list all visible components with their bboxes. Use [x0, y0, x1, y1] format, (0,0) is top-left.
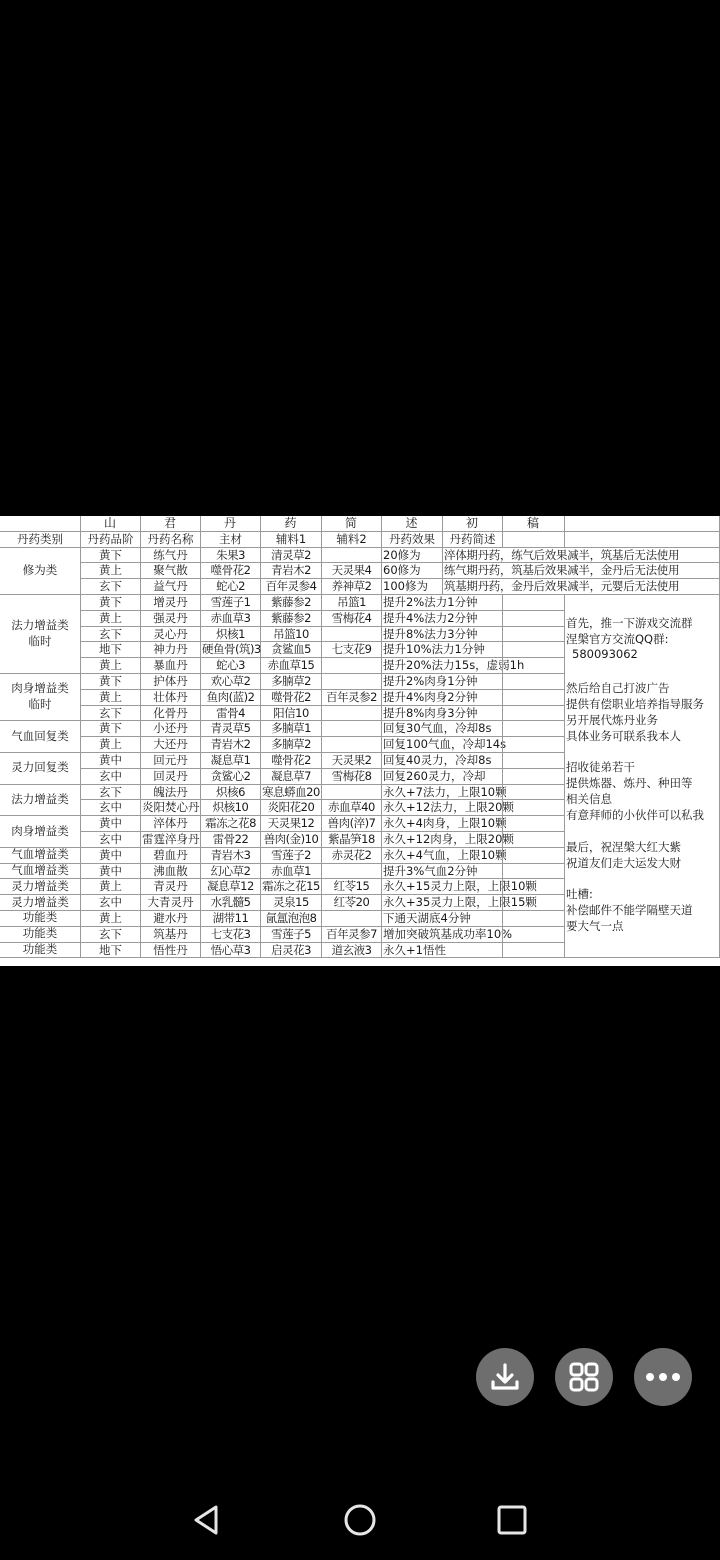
aux1-cell: 多腩草1 [261, 721, 322, 737]
category-label: 法力增益类 [11, 618, 69, 633]
aux2-cell: 红苓20 [322, 895, 382, 911]
aux2-cell: 道玄液3 [322, 943, 382, 959]
column-header: 丹药品阶 [81, 532, 141, 548]
pill-name-cell: 魄法丹 [141, 785, 201, 801]
pill-name-cell: 回元丹 [141, 753, 201, 769]
back-triangle-icon [191, 1504, 221, 1536]
empty-cell [443, 642, 503, 658]
pill-name-cell: 沸血散 [141, 864, 201, 880]
empty-cell [443, 721, 503, 737]
aux1-cell: 炎阳花20 [261, 800, 322, 816]
sheet-title-char: 稿 [503, 516, 565, 532]
home-circle-icon [343, 1503, 377, 1537]
grade-cell: 玄中 [81, 800, 141, 816]
more-button[interactable] [634, 1348, 692, 1406]
pill-name-cell: 悟性丹 [141, 943, 201, 959]
description-cell: 筑基期丹药，金丹后效果减半，元婴后无法使用 [443, 579, 720, 595]
aux1-cell: 赤血草15 [261, 658, 322, 674]
category-cell [0, 548, 81, 595]
main-material-cell: 青灵草5 [201, 721, 261, 737]
side-note-line: 相关信息 [566, 792, 612, 806]
grade-cell: 玄下 [81, 785, 141, 801]
main-material-cell: 幻心草2 [201, 864, 261, 880]
grade-cell: 玄下 [81, 627, 141, 643]
side-note-line: 然后给自己打波广告 [566, 681, 670, 695]
sheet-title-char: 简 [322, 516, 382, 532]
description-cell: 淬体期丹药，练气后效果减半，筑基后无法使用 [443, 548, 720, 564]
aux2-cell: 赤血草40 [322, 800, 382, 816]
grade-cell: 黄中 [81, 816, 141, 832]
recents-square-icon [497, 1505, 527, 1535]
sheet-title-char: 初 [443, 516, 503, 532]
column-header: 辅料1 [261, 532, 322, 548]
empty-cell [443, 737, 503, 753]
aux1-cell: 雪莲子5 [261, 927, 322, 943]
empty-cell [503, 690, 565, 706]
home-button[interactable] [338, 1498, 382, 1542]
main-material-cell: 青岩木2 [201, 737, 261, 753]
sheet-title-char: 述 [382, 516, 443, 532]
main-material-cell: 硬鱼骨(筑)3 [202, 642, 261, 657]
empty-cell [443, 879, 503, 895]
main-material-cell: 炽核6 [201, 785, 261, 801]
empty-cell [503, 595, 565, 611]
effect-cell: 回复30气血，冷却8s [383, 721, 492, 736]
aux2-cell [322, 785, 382, 801]
column-header: 丹药效果 [382, 532, 443, 548]
effect-cell: 永久+35灵力上限，上限15颗 [383, 895, 537, 910]
empty-cell [503, 769, 565, 785]
grade-cell: 黄下 [81, 548, 141, 564]
effect-cell: 回复40灵力，冷却8s [383, 752, 492, 767]
main-material-cell: 噬骨花2 [201, 563, 261, 579]
sheet-title-char: 药 [261, 516, 322, 532]
category-cell [0, 879, 81, 895]
main-material-cell: 鱼肉(蓝)2 [201, 690, 261, 706]
empty-cell [503, 832, 565, 848]
pill-name-cell: 益气丹 [141, 579, 201, 595]
side-note-line: 提供炼器、炼丹、种田等 [566, 776, 693, 790]
main-material-cell: 蛇心3 [201, 658, 261, 674]
empty-cell [503, 864, 565, 880]
effect-cell: 永久+12肉身，上限20颗 [383, 831, 514, 846]
empty-cell [503, 611, 565, 627]
main-material-cell: 水乳髓5 [201, 895, 261, 911]
pill-name-cell: 灵心丹 [141, 627, 201, 643]
column-header: 丹药名称 [141, 532, 201, 548]
aux1-cell: 贪鲨血5 [261, 642, 322, 658]
main-material-cell: 蛇心2 [201, 579, 261, 595]
header-blank [503, 532, 565, 548]
grade-cell: 玄下 [81, 927, 141, 943]
empty-cell [443, 769, 503, 785]
empty-cell [503, 911, 565, 927]
title-cell-blank [0, 516, 81, 532]
column-header: 丹药简述 [443, 532, 503, 548]
category-cell [0, 674, 81, 721]
aux1-cell: 启灵花3 [261, 943, 322, 959]
pill-name-cell: 筑基丹 [141, 927, 201, 943]
aux2-cell: 吊篮1 [322, 595, 382, 611]
empty-cell [503, 785, 565, 801]
category-label: 灵力回复类 [11, 760, 69, 775]
main-material-cell: 青岩木3 [201, 848, 261, 864]
aux2-cell: 七支花9 [322, 642, 382, 658]
pill-name-cell: 神力丹 [141, 642, 201, 658]
sheet-title-char: 丹 [201, 516, 261, 532]
main-material-cell: 炽核10 [201, 800, 261, 816]
pill-name-cell: 小还丹 [141, 721, 201, 737]
grade-cell: 黄上 [81, 879, 141, 895]
main-material-cell: 炽核1 [201, 627, 261, 643]
side-note-line: 要大气一点 [566, 919, 624, 933]
header-blank [565, 532, 720, 548]
category-cell [0, 721, 81, 753]
main-material-cell: 赤血草3 [201, 611, 261, 627]
empty-cell [443, 832, 503, 848]
pill-name-cell: 避水丹 [141, 911, 201, 927]
aux1-cell: 灵泉15 [261, 895, 322, 911]
column-header: 主材 [201, 532, 261, 548]
empty-cell [503, 848, 565, 864]
side-note-line: 提供有偿职业培养指导服务 [566, 697, 704, 711]
aux1-cell: 多腩草2 [261, 674, 322, 690]
aux1-cell: 紫藤参2 [261, 595, 322, 611]
category-cell [0, 785, 81, 817]
effect-cell: 提升20%法力15s，虚弱1h [383, 658, 525, 673]
apps-button[interactable] [555, 1348, 613, 1406]
main-material-cell: 雷骨22 [201, 832, 261, 848]
empty-cell [503, 816, 565, 832]
aux2-cell: 百年灵参2 [322, 690, 382, 706]
main-material-cell: 朱果3 [201, 548, 261, 564]
category-cell [0, 753, 81, 785]
aux2-cell [322, 737, 382, 753]
side-note-line: 涅槃官方交流QQ群: [566, 632, 669, 646]
empty-cell [503, 895, 565, 911]
effect-cell: 20修为 [382, 548, 443, 564]
empty-cell [443, 611, 503, 627]
empty-cell [503, 753, 565, 769]
empty-cell [443, 943, 503, 959]
category-label: 气血回复类 [11, 728, 69, 743]
empty-cell [443, 595, 503, 611]
more-icon [645, 1372, 681, 1382]
category-cell [0, 595, 81, 674]
grid-icon [568, 1361, 600, 1393]
pill-name-cell: 练气丹 [141, 548, 201, 564]
empty-cell [443, 627, 503, 643]
category-label: 灵力增益类 [11, 894, 69, 909]
side-note-line: 有意拜师的小伙伴可以私我 [566, 808, 704, 822]
aux2-cell [322, 658, 382, 674]
aux1-cell: 吊篮10 [261, 627, 322, 643]
aux1-cell: 噬骨花2 [261, 753, 322, 769]
aux2-cell [322, 721, 382, 737]
pill-name-cell: 化骨丹 [141, 706, 201, 722]
aux1-cell: 兽肉(金)10 [261, 832, 322, 848]
empty-cell [503, 943, 565, 959]
aux1-cell: 噬骨花2 [261, 690, 322, 706]
category-label: 修为类 [22, 562, 58, 577]
aux2-cell: 天灵果4 [322, 563, 382, 579]
grade-cell: 黄下 [81, 595, 141, 611]
pill-name-cell: 碧血丹 [141, 848, 201, 864]
empty-cell [443, 706, 503, 722]
grade-cell: 黄下 [81, 674, 141, 690]
aux2-cell: 天灵果2 [322, 753, 382, 769]
sheet-title-char: 山 [81, 516, 141, 532]
category-label: 临时 [28, 633, 52, 648]
empty-cell [443, 674, 503, 690]
side-note-line: 580093062 [572, 647, 638, 661]
category-cell [0, 927, 81, 943]
download-button[interactable] [476, 1348, 534, 1406]
spreadsheet-image [0, 516, 720, 966]
aux2-cell: 红苓15 [322, 879, 382, 895]
main-material-cell: 凝息草1 [201, 753, 261, 769]
aux2-cell [322, 674, 382, 690]
category-label: 法力增益类 [11, 791, 69, 806]
effect-cell: 下通天湖底4分钟 [383, 910, 471, 925]
aux1-cell: 赤血草1 [261, 864, 322, 880]
effect-cell: 提升4%肉身2分钟 [383, 689, 478, 704]
effect-cell: 永久+7法力，上限10颗 [383, 784, 507, 799]
aux1-cell: 清灵草2 [261, 548, 322, 564]
side-note-line: 另开展代炼丹业务 [566, 713, 658, 727]
pill-name-cell: 聚气散 [141, 563, 201, 579]
grade-cell: 黄中 [81, 753, 141, 769]
effect-cell: 永久+4肉身，上限10颗 [383, 816, 507, 831]
pill-name-cell: 增灵丹 [141, 595, 201, 611]
main-material-cell: 贪鲨心2 [201, 769, 261, 785]
image-action-buttons [476, 1348, 696, 1408]
aux1-cell: 多腩草2 [261, 737, 322, 753]
effect-cell: 提升8%肉身3分钟 [383, 705, 478, 720]
empty-cell [443, 927, 503, 943]
aux1-cell: 雪莲子2 [261, 848, 322, 864]
category-label: 气血增益类 [11, 847, 69, 862]
grade-cell: 玄中 [81, 769, 141, 785]
effect-cell: 提升3%气血2分钟 [383, 863, 478, 878]
category-label: 肉身增益类 [11, 823, 69, 838]
category-label: 功能类 [22, 910, 58, 925]
empty-cell [503, 800, 565, 816]
empty-cell [503, 627, 565, 643]
side-note-line: 招收徒弟若干 [566, 760, 635, 774]
effect-cell: 提升2%法力1分钟 [383, 594, 478, 609]
grade-cell: 黄下 [81, 721, 141, 737]
effect-cell: 回复100气血，冷却14s [383, 737, 507, 752]
aux2-cell: 百年灵参7 [322, 927, 382, 943]
effect-cell: 增加突破筑基成功率10% [383, 926, 513, 941]
category-label: 肉身增益类 [11, 681, 69, 696]
description-cell: 练气期丹药，筑基后效果减半，金丹后无法使用 [443, 563, 720, 579]
back-button[interactable] [184, 1498, 228, 1542]
main-material-cell: 湖带11 [201, 911, 261, 927]
aux1-cell: 凝息草7 [261, 769, 322, 785]
category-cell [0, 864, 81, 880]
pill-name-cell: 护体丹 [141, 674, 201, 690]
column-header: 辅料2 [322, 532, 382, 548]
grade-cell: 黄中 [81, 848, 141, 864]
pill-name-cell: 雷霆淬身丹 [142, 831, 200, 846]
pill-name-cell: 炎阳焚心丹 [142, 800, 200, 815]
grade-cell: 地下 [81, 943, 141, 959]
main-material-cell: 雪莲子1 [201, 595, 261, 611]
sheet-title-char: 君 [141, 516, 201, 532]
category-cell [0, 911, 81, 927]
pill-name-cell: 回灵丹 [141, 769, 201, 785]
category-label: 临时 [28, 697, 52, 712]
empty-cell [503, 658, 565, 674]
aux2-cell [322, 911, 382, 927]
effect-cell: 提升10%法力1分钟 [383, 642, 485, 657]
empty-cell [443, 753, 503, 769]
main-material-cell: 雷骨4 [201, 706, 261, 722]
aux1-cell: 百年灵参4 [261, 579, 322, 595]
effect-cell: 提升4%法力2分钟 [383, 610, 478, 625]
aux2-cell: 养神草2 [322, 579, 382, 595]
side-note-line: 补偿邮件不能学隔壁天道 [566, 903, 693, 917]
effect-cell: 60修为 [382, 563, 443, 579]
empty-cell [503, 927, 565, 943]
grade-cell: 黄中 [81, 864, 141, 880]
grade-cell: 黄上 [81, 911, 141, 927]
empty-cell [503, 879, 565, 895]
grade-cell: 黄上 [81, 611, 141, 627]
pill-name-cell: 壮体丹 [141, 690, 201, 706]
column-header: 丹药类别 [0, 532, 81, 548]
empty-cell [443, 895, 503, 911]
title-cell-blank [565, 516, 720, 532]
pill-name-cell: 强灵丹 [141, 611, 201, 627]
aux2-cell [322, 706, 382, 722]
pill-name-cell: 青灵丹 [141, 879, 201, 895]
category-label: 气血增益类 [11, 863, 69, 878]
grade-cell: 黄上 [81, 563, 141, 579]
effect-cell: 永久+15灵力上限，上限10颗 [383, 879, 537, 894]
category-cell [0, 816, 81, 848]
grade-cell: 黄上 [81, 658, 141, 674]
empty-cell [503, 706, 565, 722]
pill-name-cell: 淬体丹 [141, 816, 201, 832]
empty-cell [443, 911, 503, 927]
aux2-cell: 兽肉(淬)7 [322, 816, 382, 832]
empty-cell [443, 785, 503, 801]
main-material-cell: 霜冻之花8 [201, 816, 261, 832]
grade-cell: 地下 [81, 642, 141, 658]
category-cell [0, 943, 81, 959]
aux2-cell: 雪梅花4 [322, 611, 382, 627]
grade-cell: 玄下 [81, 706, 141, 722]
main-material-cell: 欢心草2 [201, 674, 261, 690]
aux1-cell: 霜冻之花15 [261, 879, 322, 895]
empty-cell [503, 737, 565, 753]
effect-cell: 提升2%肉身1分钟 [383, 673, 478, 688]
empty-cell [503, 674, 565, 690]
side-note-line: 最后，祝涅槃大红大紫 [566, 840, 681, 854]
main-material-cell: 七支花3 [201, 927, 261, 943]
side-note-line: 首先，推一下游戏交流群 [566, 616, 693, 630]
system-navigation-bar [0, 1480, 720, 1560]
main-material-cell: 凝息草12 [201, 879, 261, 895]
side-note-line: 祝道友们走大运发大财 [566, 856, 681, 870]
grade-cell: 玄中 [81, 895, 141, 911]
category-cell [0, 848, 81, 864]
aux2-cell [322, 627, 382, 643]
pill-name-cell: 大青灵丹 [141, 895, 201, 911]
empty-cell [503, 721, 565, 737]
aux1-cell: 寒息蟒血20 [261, 785, 322, 801]
effect-cell: 100修为 [382, 579, 443, 595]
aux2-cell [322, 548, 382, 564]
grade-cell: 玄中 [81, 832, 141, 848]
pill-name-cell: 大还丹 [141, 737, 201, 753]
aux2-cell [322, 864, 382, 880]
main-material-cell: 悟心草3 [201, 943, 261, 959]
effect-cell: 永久+4气血，上限10颗 [383, 847, 507, 862]
empty-cell [443, 816, 503, 832]
aux1-cell: 阳信10 [261, 706, 322, 722]
effect-cell: 提升8%法力3分钟 [383, 626, 478, 641]
aux2-cell: 紫晶笋18 [322, 832, 382, 848]
empty-cell [443, 658, 503, 674]
category-label: 功能类 [22, 926, 58, 941]
side-note-line: 具体业务可联系我本人 [566, 729, 681, 743]
aux2-cell: 雪梅花8 [322, 769, 382, 785]
recents-button[interactable] [490, 1498, 534, 1542]
effect-cell: 永久+12法力，上限20颗 [383, 800, 514, 815]
empty-cell [443, 864, 503, 880]
effect-cell: 永久+1悟性 [383, 942, 446, 957]
side-note-line: 吐槽: [566, 887, 593, 901]
empty-cell [443, 690, 503, 706]
empty-cell [503, 642, 565, 658]
grade-cell: 玄下 [81, 579, 141, 595]
effect-cell: 回复260灵力，冷却 [383, 768, 486, 783]
grade-cell: 黄上 [81, 690, 141, 706]
aux1-cell: 氤氲泡泡8 [261, 911, 322, 927]
empty-cell [443, 848, 503, 864]
pill-name-cell: 暴血丹 [141, 658, 201, 674]
grade-cell: 黄上 [81, 737, 141, 753]
category-label: 功能类 [22, 942, 58, 957]
download-icon [488, 1360, 522, 1394]
aux1-cell: 天灵果12 [261, 816, 322, 832]
category-cell [0, 895, 81, 911]
aux2-cell: 赤灵花2 [322, 848, 382, 864]
aux1-cell: 紫藤参2 [261, 611, 322, 627]
aux1-cell: 青岩木2 [261, 563, 322, 579]
empty-cell [443, 800, 503, 816]
category-label: 灵力增益类 [11, 878, 69, 893]
